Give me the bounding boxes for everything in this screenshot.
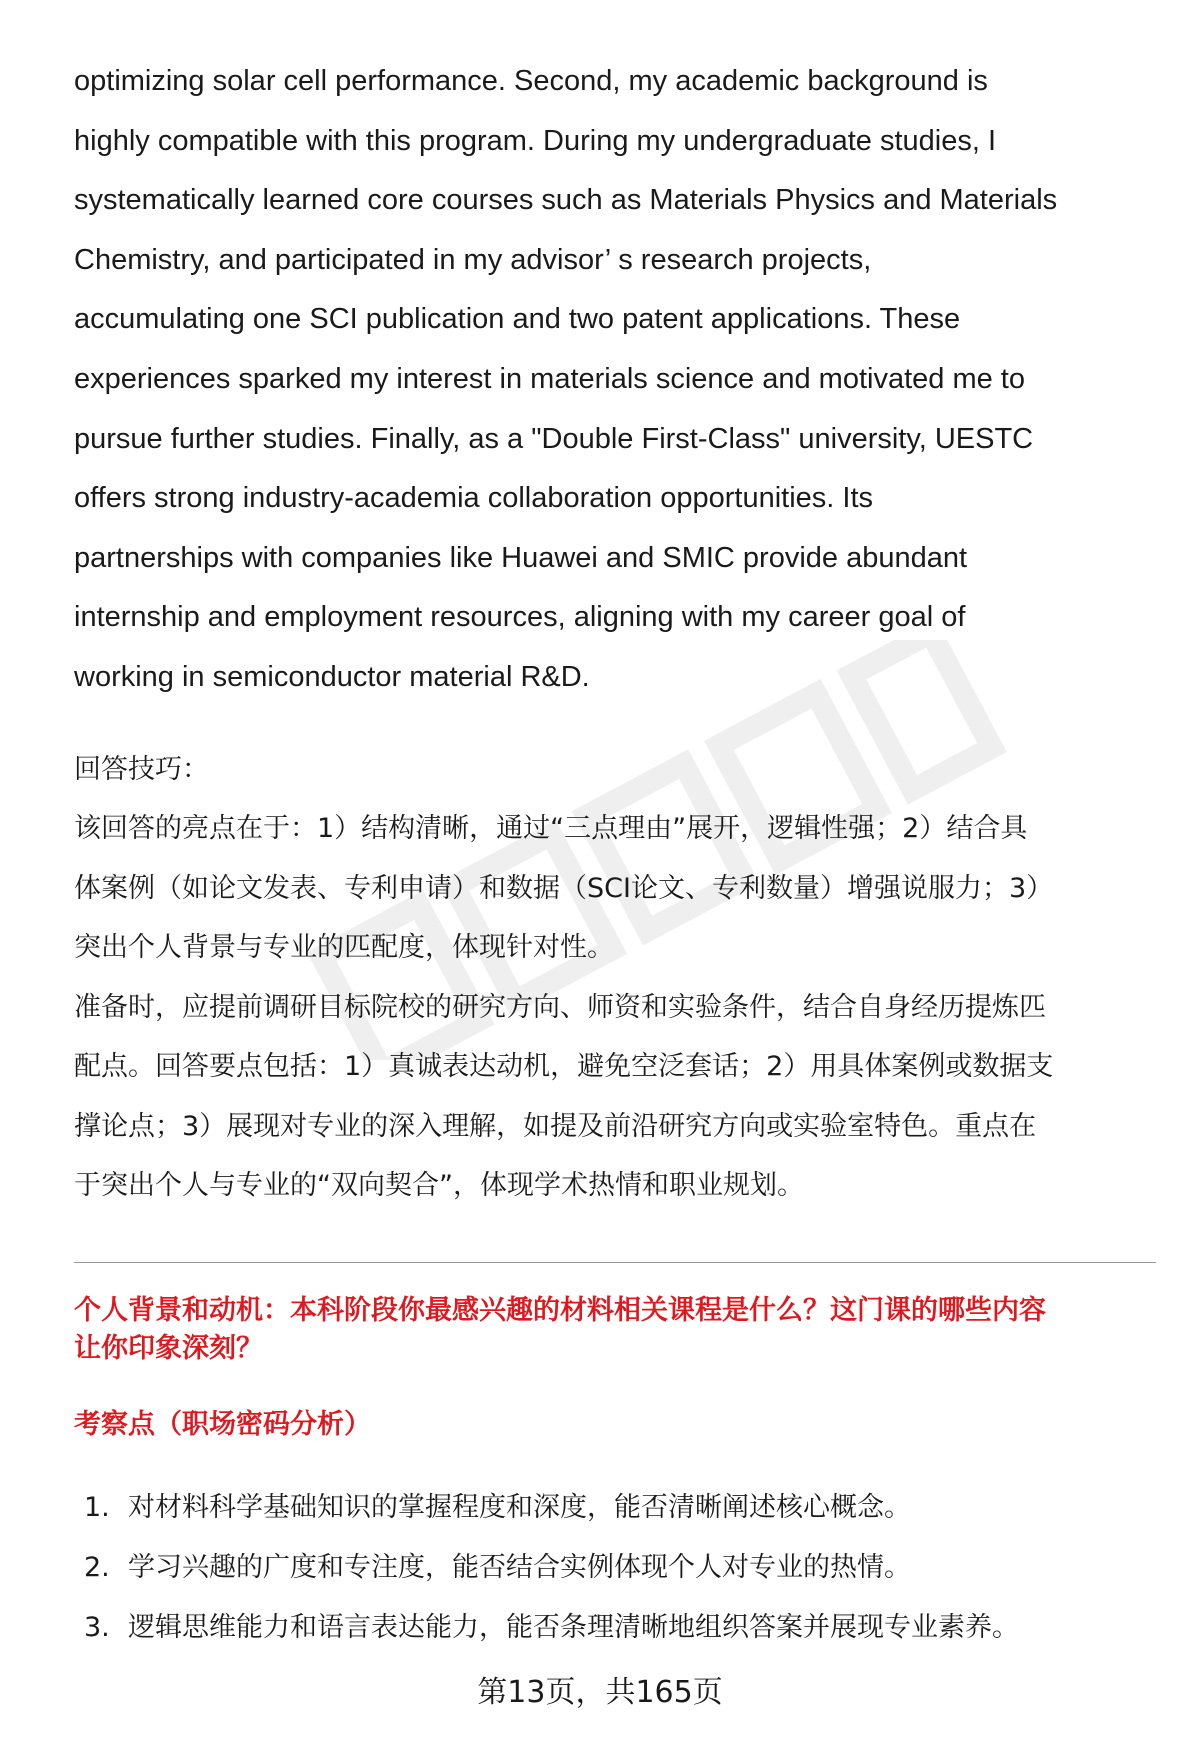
answer-tips [74,740,1156,1216]
list-item-text: 逻辑思维能力和语言表达能力，能否条理清晰地组织答案并展现专业素养。 [128,1612,1019,1643]
paragraph-line: experiences sparked my interest in materials science and motivated me to [74,362,1025,395]
paragraph-line: accumulating one SCI publication and two patent applications. These [74,303,961,336]
list-item-number: 2. [84,1552,110,1583]
page-number: 第13页，共165页 [477,1675,723,1710]
paragraph-line: pursue further studies. Finally, as a "Double First-Class" university, UESTC [74,422,1034,455]
tips-line: 该回答的亮点在于：1）结构清晰，通过“三点理由”展开，逻辑性强；2）结合具 [74,813,1028,845]
tips-label: 回答技巧： [74,753,209,785]
question-heading [74,1292,1164,1368]
question-line: 让你印象深刻？ [74,1333,263,1364]
list-item-text: 对材料科学基础知识的掌握程度和深度，能否清晰阐述核心概念。 [128,1492,911,1523]
list-item-number: 1. [84,1492,110,1523]
list-item [84,1598,1164,1658]
tips-line: 准备时，应提前调研目标院校的研究方向、师资和实验条件，结合自身经历提炼匹 [74,991,1046,1023]
paragraph-line: Chemistry, and participated in my advisor’ s research projects, [74,243,872,276]
answer-paragraph [74,52,1156,708]
list-item-text: 学习兴趣的广度和专注度，能否结合实例体现个人对专业的热情。 [128,1552,911,1583]
document-body [74,52,1156,1216]
paragraph-line: partnerships with companies like Huawei and SMIC provide abundant [74,541,968,574]
assessment-points [84,1478,1164,1658]
list-item [84,1538,1164,1598]
tips-line: 突出个人背景与专业的匹配度，体现针对性。 [74,932,614,964]
tips-line: 撑论点；3）展现对专业的深入理解，如提及前沿研究方向或实验室特色。重点在 [74,1110,1037,1142]
paragraph-line: working in semiconductor material R&D. [74,660,590,693]
paragraph-line: internship and employment resources, aligning with my career goal of [74,601,966,634]
list-item [84,1478,1164,1538]
assessment-title: 考察点（职场密码分析） [74,1409,371,1440]
paragraph-line: highly compatible with this program. During my undergraduate studies, I [74,124,997,157]
paragraph-line: optimizing solar cell performance. Second, my academic background is [74,65,988,97]
list-item-number: 3. [84,1612,110,1643]
section-divider [74,1262,1156,1263]
paragraph-line: systematically learned core courses such as Materials Physics and Materials [74,184,1058,217]
tips-line: 配点。回答要点包括：1）真诚表达动机，避免空泛套话；2）用具体案例或数据支 [74,1051,1054,1083]
question-line: 个人背景和动机：本科阶段你最感兴趣的材料相关课程是什么？这门课的哪些内容 [74,1295,1046,1326]
tips-line: 于突出个人与专业的“双向契合”，体现学术热情和职业规划。 [74,1170,804,1202]
paragraph-line: offers strong industry-academia collaboration opportunities. Its [74,482,874,515]
tips-line: 体案例（如论文发表、专利申请）和数据（SCI论文、专利数量）增强说服力；3） [74,872,1054,904]
